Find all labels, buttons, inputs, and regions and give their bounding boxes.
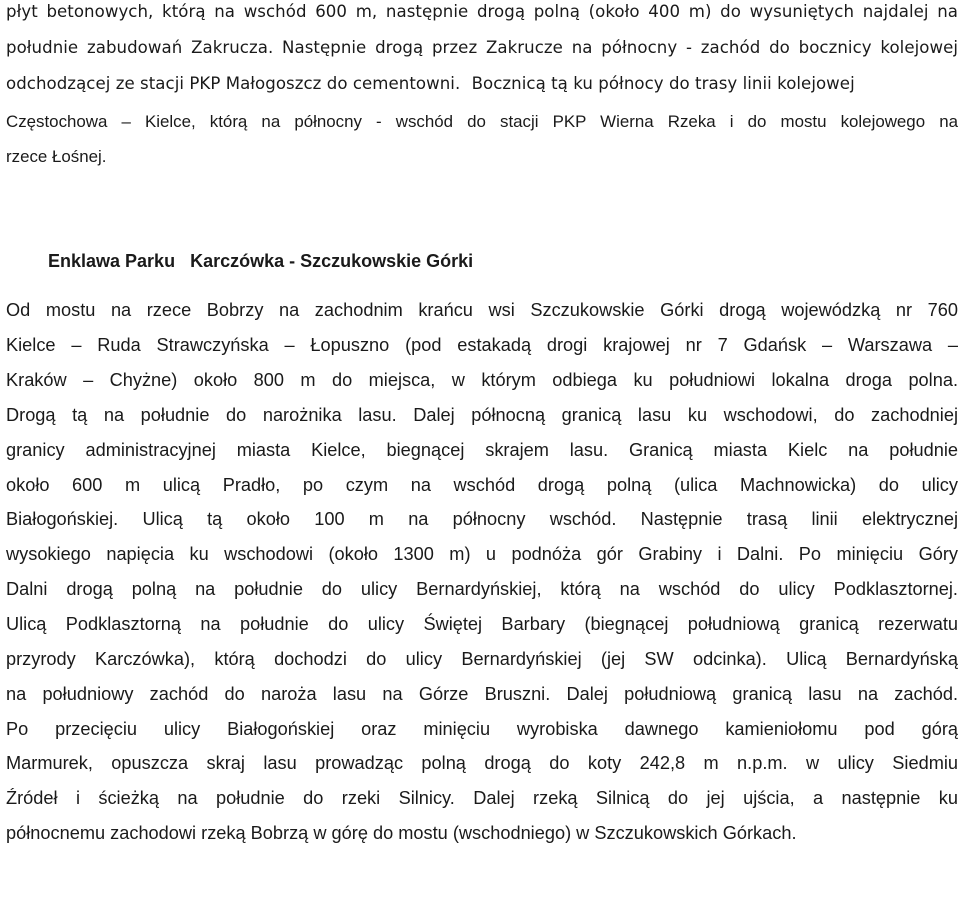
text-line: granicy administracyjnej miasta Kielce, biegnącej skrajem lasu. Granicą miasta Kielc na południe [6,439,958,460]
text-line: wysokiego napięcia ku wschodowi (około 1300 m) u podnóża gór Grabiny i Dalni. Po minięciu Góry [6,544,958,565]
text-line: Białogońskiej. Ulicą tą około 100 m na północny wschód. Następnie trasą linii elektrycznej [6,509,958,530]
text-line: Źródeł i ścieżką na południe do rzeki Silnicy. Dalej rzeką Silnicą do jej ujścia, a następnie ku [6,788,958,809]
text-line: około 600 m ulicą Pradło, po czym na wschód drogą polną (ulica Machnowicka) do ulicy [6,474,958,495]
text-line: płyt betonowych, którą na wschód 600 m, następnie drogą polną (około 400 m) do wysuniętych najdalej na [6,2,958,21]
section-body [6,293,958,851]
text-line: północnemu zachodowi rzeką Bobrzą w górę do mostu (wschodniego) w Szczukowskich Górkach. [6,823,797,844]
text-line: Dalni drogą polną na południe do ulicy Bernardyńskiej, którą na wschód do ulicy Podklasztornej. [6,579,958,600]
document-page [6,0,958,851]
text-line: Częstochowa – Kielce, którą na północny - wschód do stacji PKP Wierna Rzeka i do mostu kolejowego na [6,112,958,131]
text-line: Drogą tą na południe do narożnika lasu. Dalej północną granicą lasu ku wschodowi, do zachodniej [6,404,958,425]
text-line: odchodzącej ze stacji PKP Małogoszcz do cementowni. [6,74,461,93]
text-line: rzece Łośnej. [6,147,107,167]
text-line: południe zabudowań Zakrucza. Następnie drogą przez Zakrucze na północny - zachód do bocznicy kolejowej [6,38,958,57]
text-line: na południowy zachód do naroża lasu na Górze Bruszni. Dalej południową granicą lasu na zachód. [6,683,958,704]
text-line: Marmurek, opuszcza skraj lasu prowadząc polną drogą do koty 242,8 m n.p.m. w ulicy Siedmiu [6,753,958,774]
text-line: Ulicą Podklasztorną na południe do ulicy Świętej Barbary (biegnącej południową granicą rezerwatu [6,614,958,634]
text-line: Kielce – Ruda Strawczyńska – Łopuszno (pod estakadą drogi krajowej nr 7 Gdańsk – Warszawa – [6,335,958,356]
paragraph-route-continued [6,104,958,174]
paragraph-route-intro [6,0,958,102]
text-line: przyrody Karczówka), którą dochodzi do ulicy Bernardyńskiej (jej SW odcinka). Ulicą Bernardyńską [6,648,958,669]
text-line: Po przecięciu ulicy Białogońskiej oraz minięciu wyrobiska dawnego kamieniołomu pod górą [6,718,958,739]
text-line: Kraków – Chyżne) około 800 m do miejsca, w którym odbiega ku południowi lokalna droga polna. [6,370,958,391]
text-line: Bocznicą tą ku północy do trasy linii kolejowej [471,74,855,93]
section-heading: Enklawa Parku Karczówka - Szczukowskie Górki [48,251,474,272]
text-line: Od mostu na rzece Bobrzy na zachodnim krańcu wsi Szczukowskie Górki drogą wojewódzką nr 760 [6,300,958,321]
